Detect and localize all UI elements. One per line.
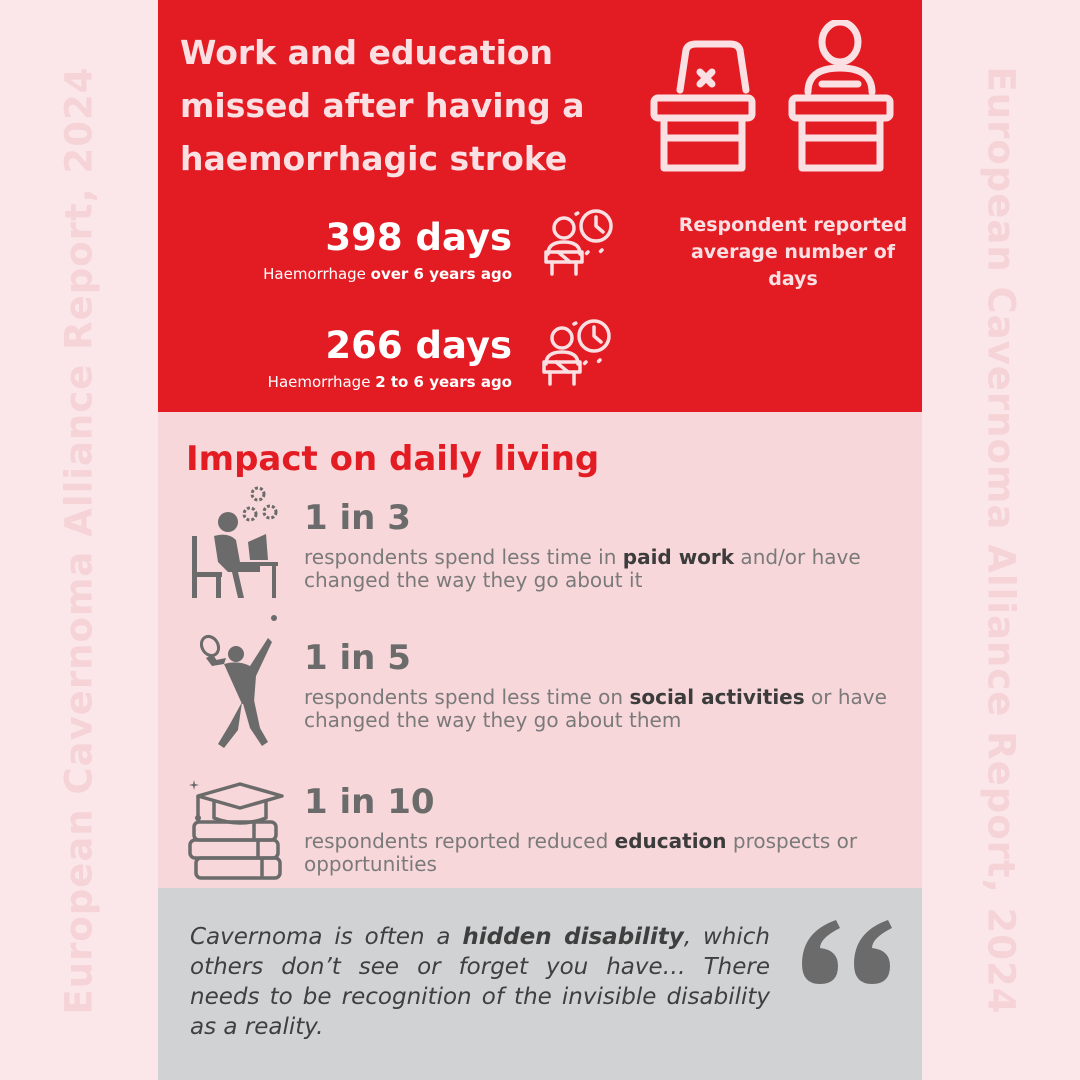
impact-text xyxy=(304,830,914,876)
impact-text xyxy=(304,686,914,732)
impact-text-after: or have changed the way they go about them xyxy=(304,685,887,732)
empty-desk-icon xyxy=(654,44,752,168)
stat-label-prefix: Haemorrhage xyxy=(263,265,371,283)
impact-item-paid-work xyxy=(304,498,914,592)
impact-text-before: respondents spend less time in xyxy=(304,545,623,569)
stat-value: 266 days xyxy=(325,324,512,367)
tennis-player-icon xyxy=(198,612,282,758)
graduation-books-icon xyxy=(188,778,288,882)
impact-text-after: prospects or opportunities xyxy=(304,829,858,876)
section-title: Work and education missed after having a haemorrhagic stroke xyxy=(180,33,585,178)
impact-text-bold: paid work xyxy=(622,545,735,569)
work-education-section xyxy=(158,0,922,412)
person-at-desk-icon xyxy=(792,22,890,168)
impact-value: 1 in 10 xyxy=(304,782,435,822)
impact-text-after: and/or have changed the way they go about it xyxy=(304,545,861,592)
impact-item-education xyxy=(304,782,914,876)
side-watermark-text: European Cavernoma Alliance Report, 2024 xyxy=(979,65,1023,1015)
impact-value: 1 in 5 xyxy=(304,638,411,678)
impact-text-before: respondents reported reduced xyxy=(304,829,615,853)
impact-section xyxy=(158,412,922,888)
impact-text-before: respondents spend less time on xyxy=(304,685,630,709)
impact-title: Impact on daily living xyxy=(186,439,600,479)
quote-mark-icon xyxy=(798,918,894,984)
stat-label-bold: over 6 years ago xyxy=(370,265,512,283)
side-watermark-text: European Cavernoma Alliance Report, 2024 xyxy=(57,65,101,1015)
desk-icons xyxy=(650,20,900,180)
person-clock-icon xyxy=(538,316,614,388)
impact-text-bold: education xyxy=(614,829,727,853)
quote-text xyxy=(190,922,770,1042)
quote-text-after: , which others don’t see or forget you have… There needs to be recognition of the invisible disability as a reality. xyxy=(190,924,771,1040)
person-working-gears-icon xyxy=(188,484,284,604)
impact-item-social-activities xyxy=(304,638,914,732)
impact-text xyxy=(304,546,914,592)
stat-label xyxy=(268,372,512,392)
stat-over-6-years xyxy=(263,216,512,284)
infographic-panel xyxy=(158,0,922,1080)
impact-value: 1 in 3 xyxy=(304,498,411,538)
stat-label-bold: 2 to 6 years ago xyxy=(375,373,512,391)
stat-value: 398 days xyxy=(325,216,512,259)
average-days-note: Respondent reported average number of days xyxy=(678,214,908,290)
stat-label xyxy=(263,264,512,284)
quote-text-bold: hidden disability xyxy=(462,924,684,950)
side-watermark-right xyxy=(922,0,1080,1080)
side-watermark-left xyxy=(0,0,158,1080)
stat-2-to-6-years xyxy=(268,324,512,392)
impact-text-bold: social activities xyxy=(629,685,805,709)
quote-section xyxy=(158,888,922,1080)
quote-text-before: Cavernoma is often a xyxy=(190,924,463,950)
stat-label-prefix: Haemorrhage xyxy=(267,373,376,391)
person-clock-icon xyxy=(540,206,616,278)
